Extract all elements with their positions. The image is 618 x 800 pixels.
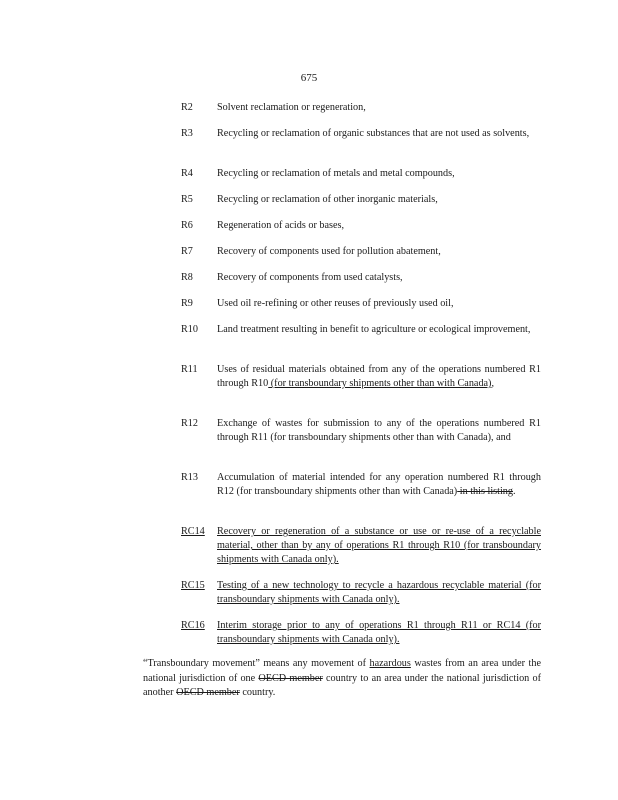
operation-code: R6 — [181, 220, 193, 231]
operation-text: Exchange of wastes for submission to any of the operations numbered R1 through R11 (for transboundary shipments other than with Canada), and — [217, 418, 541, 443]
operation-code: R2 — [181, 102, 193, 113]
operation-code: RC15 — [181, 580, 205, 591]
operation-text-tail: . — [512, 486, 516, 497]
operation-code: R12 — [181, 418, 198, 429]
operation-code: R4 — [181, 168, 193, 179]
operation-code: RC14 — [181, 526, 205, 537]
operation-code: R8 — [181, 272, 193, 283]
inserted-text: Recovery or regeneration of a substance or use or re-use of a recyclable material, other than by any of operations R1 through R10 (for transboundary shipments with Canada only). — [217, 526, 541, 565]
operation-text — [217, 471, 541, 499]
inserted-text: (for transboundary shipments other than with Canada) — [268, 378, 492, 389]
operation-text-main: Accumulation of material intended for any operation numbered R1 through R12 (for transboundary shipments other than with Canada) — [217, 472, 541, 497]
operation-text-tail: , — [491, 378, 495, 389]
operation-code: R9 — [181, 298, 193, 309]
operation-text: Recycling or reclamation of metals and metal compounds, — [217, 168, 455, 179]
operation-code: R5 — [181, 194, 193, 205]
operation-code: R11 — [181, 364, 198, 375]
deleted-text: OECD member — [258, 672, 323, 684]
deleted-text: in this listing — [457, 486, 513, 497]
definition-text: means any movement of — [259, 658, 370, 669]
operation-text: Recovery of components from used catalysts, — [217, 272, 403, 283]
operation-text: Used oil re-refining or other reuses of previously used oil, — [217, 298, 454, 309]
deleted-text: OECD member — [176, 687, 240, 698]
operation-text: Recycling or reclamation of organic substances that are not used as solvents, — [217, 128, 530, 139]
operation-text-main: Uses of residual materials obtained from any of the operations numbered R1 through R10 — [217, 364, 541, 389]
operation-text — [217, 363, 541, 391]
operation-text: Solvent reclamation or regeneration, — [217, 102, 366, 113]
inserted-text: Interim storage prior to any of operations R1 through R11 or RC14 (for transboundary shipments with Canada only). — [217, 620, 541, 645]
definition-text: wastes from an area under the national jurisdiction of one — [143, 658, 541, 684]
operation-text: Recovery of components used for pollution abatement, — [217, 246, 441, 257]
operation-text: Recycling or reclamation of other inorganic materials, — [217, 194, 438, 205]
operation-code: R10 — [181, 324, 198, 335]
definition-text: country. — [239, 687, 276, 698]
operation-code: R13 — [181, 472, 198, 483]
operation-text: Regeneration of acids or bases, — [217, 220, 345, 231]
transboundary-movement-definition — [143, 657, 541, 701]
inserted-text: hazardous — [369, 658, 411, 669]
operation-code: RC16 — [181, 620, 205, 631]
operation-code: R3 — [181, 128, 193, 139]
page-number: 675 — [300, 72, 318, 84]
operation-code: R7 — [181, 246, 193, 257]
inserted-text: Testing of a new technology to recycle a hazardous recyclable material (for transboundary shipments with Canada only). — [217, 580, 541, 605]
defined-term: “Transboundary movement” — [143, 658, 260, 669]
operation-text: Land treatment resulting in benefit to agriculture or ecological improvement, — [217, 324, 531, 335]
definition-text: country to an area under the national jurisdiction of another — [143, 672, 541, 698]
